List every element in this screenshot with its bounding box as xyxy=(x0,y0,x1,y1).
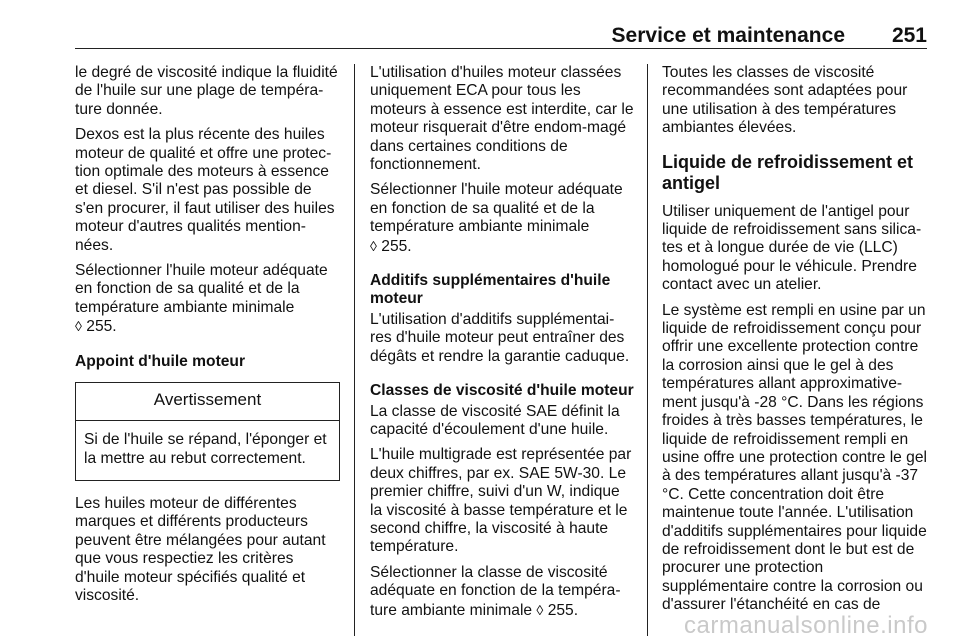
page-ref-link[interactable]: 255. xyxy=(86,318,117,336)
paragraph: La classe de viscosité SAE définit la capacité d'écoulement d'une huile. xyxy=(370,402,620,438)
paragraph: Toutes les classes de viscosité recommandées sont adaptées pour une utilisation à des températures ambiantes élevées. xyxy=(662,64,908,137)
column-middle xyxy=(370,64,634,627)
paragraph: Le système est rempli en usine par un liquide de refroidissement conçu pour offrir une excellente protection contre la corrosion ainsi que le gel à des températures allant approximative-ment jusqu'à -28 °C. Dans les régions froides à très basses températures, le liquide de refroidissement rempli en usine offre une protection contre le gel à des températures allant jusqu'à -37 °C. Cette concentration doit être maintenue toute l'année. L'utilisation d'additifs supplémentaires pour liquide de refroidissement dont le but est de procurer une protection supplémentaire contre la corrosion ou d'assurer l'étanchéité en cas de xyxy=(662,301,927,614)
subheading: Additifs supplémentaires d'huile moteur xyxy=(370,272,611,308)
page-ref-arrow-icon: ◊ xyxy=(75,318,82,335)
column-right xyxy=(662,64,928,622)
paragraph: Dexos est la plus récente des huiles moteur de qualité et offre une protec-tion optimale des moteurs à essence et diesel. S'il n'est pas possible de s'en procurer, il faut utiliser des huiles moteur d'autres qualités mention-nées. xyxy=(75,126,335,254)
paragraph-text: Sélectionner l'huile moteur adéquate en fonction de sa qualité et de la température ambiante minimale xyxy=(75,262,328,316)
page-ref-link[interactable]: 255. xyxy=(547,601,579,619)
subheading: Classes de viscosité d'huile moteur xyxy=(370,382,634,400)
paragraph: Utiliser uniquement de l'antigel pour liquide de refroidissement sans silica-tes et à longue durée de vie (LLC) homologué pour le véhicule. Prendre contact avec un atelier. xyxy=(662,202,922,294)
paragraph-text: Sélectionner la classe de viscosité adéquate en fonction de la tempéra-ture ambiante minimale xyxy=(370,563,621,619)
page-ref-link[interactable]: 255. xyxy=(381,237,412,255)
section-title: Service et maintenance xyxy=(611,24,845,47)
page-ref-arrow-icon: ◊ xyxy=(370,237,377,254)
warning-body: Si de l'huile se répand, l'éponger et la mettre au rebut correctement. xyxy=(84,431,327,467)
page-header xyxy=(75,0,927,49)
column-divider xyxy=(647,64,648,636)
warning-box xyxy=(75,382,340,481)
paragraph xyxy=(75,262,340,337)
column-divider xyxy=(354,64,355,636)
paragraph: le degré de viscosité indique la fluidité de l'huile sur une plage de tempéra-ture donnée. xyxy=(75,64,338,118)
paragraph: Les huiles moteur de différentes marques et différents producteurs peuvent être mélangées pour autant que vous respectiez les critères d'huile moteur spécifiés qualité et viscosité. xyxy=(75,494,326,604)
paragraph xyxy=(370,564,634,620)
paragraph: L'utilisation d'additifs supplémentai-res d'huile moteur peut entraîner des dégâts et rendre la garantie caduque. xyxy=(370,310,630,365)
paragraph xyxy=(370,181,634,256)
watermark: carmanualsonline.info xyxy=(684,612,928,639)
column-left xyxy=(75,64,340,612)
page-ref-arrow-icon: ◊ xyxy=(536,601,544,618)
warning-title: Avertissement xyxy=(76,383,339,421)
page-number: 251 xyxy=(891,24,927,47)
paragraph: L'huile multigrade est représentée par deux chiffres, par ex. SAE 5W-30. Le premier chiffre, suivi d'un W, indique la viscosité à basse température et le second chiffre, la viscosité à haute température. xyxy=(370,446,632,556)
section-heading: Liquide de refroidissement et antigel xyxy=(662,151,914,193)
subheading: Appoint d'huile moteur xyxy=(75,352,246,370)
paragraph-text: Sélectionner l'huile moteur adéquate en fonction de sa qualité et de la température ambiante minimale xyxy=(370,181,623,236)
paragraph: L'utilisation d'huiles moteur classées uniquement ECA pour tous les moteurs à essence est interdite, car le moteur risquerait d'être endom-magé dans certaines conditions de fonctionnement. xyxy=(370,64,634,174)
